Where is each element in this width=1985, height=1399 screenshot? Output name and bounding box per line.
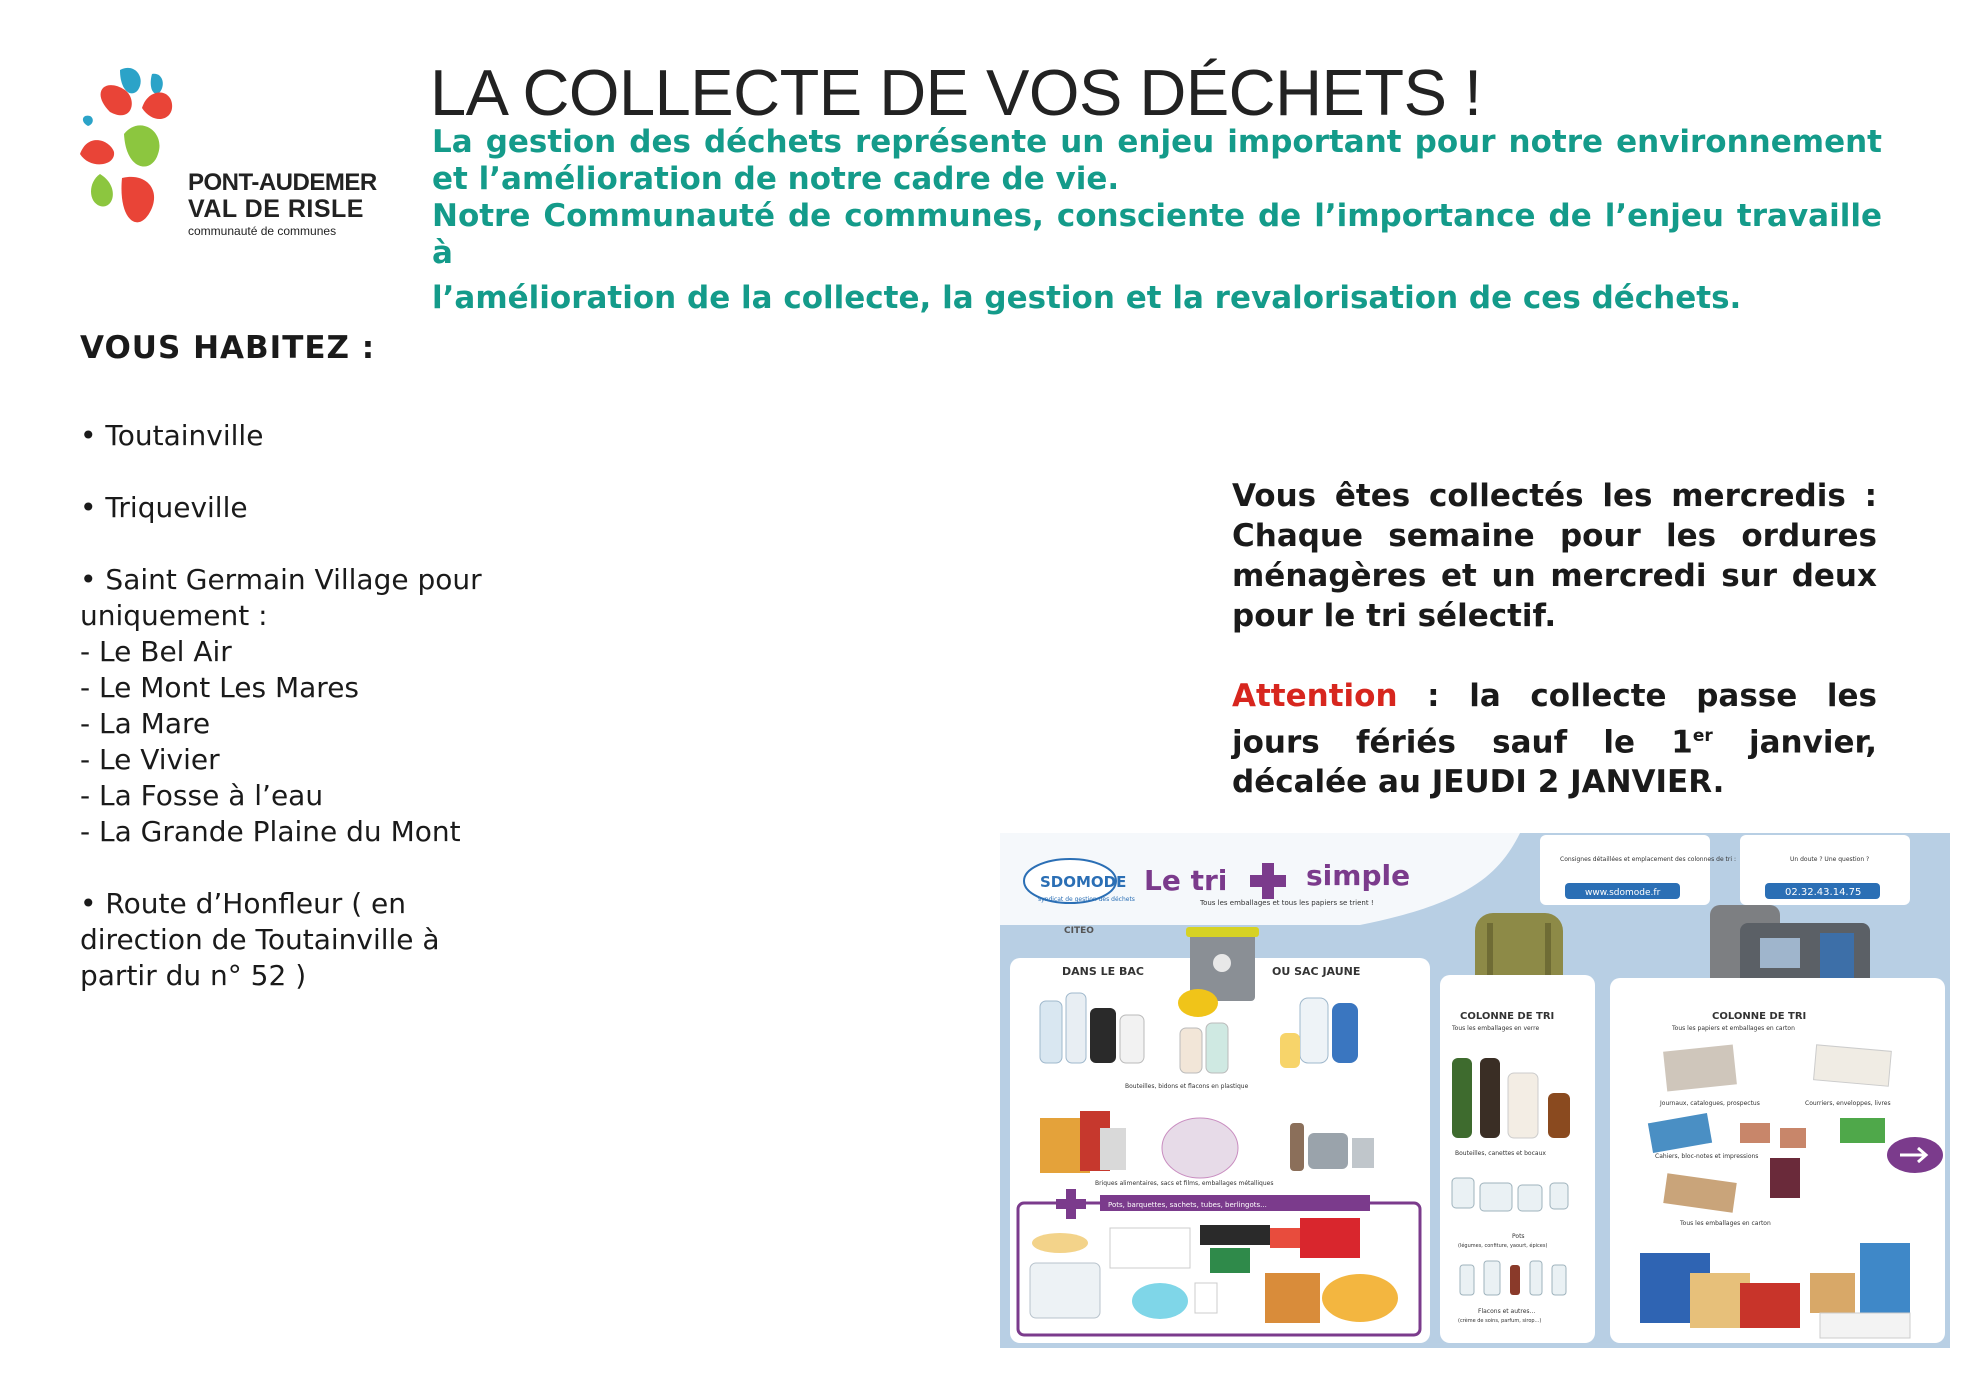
poster-verre-caption-2b: (légumes, confiture, yaourt, épices) (1458, 1243, 1548, 1249)
attention-sup: er (1692, 726, 1713, 746)
sub-place-item: - Le Vivier (80, 743, 220, 776)
poster-papier-caption-1: Journaux, catalogues, prospectus (1660, 1100, 1760, 1107)
poster-phone: 02.32.43.14.75 (1785, 887, 1862, 898)
poster-papier-caption-4: Tous les emballages en carton (1680, 1220, 1771, 1227)
purple-arrow-icon (1887, 1137, 1943, 1173)
attention-text (1232, 676, 1877, 802)
residence-heading: VOUS HABITEZ : (80, 330, 376, 366)
place-item: • Triqueville (80, 491, 248, 524)
poster-papier-caption-3: Cahiers, bloc-notes et impressions (1655, 1153, 1759, 1160)
logo-line-2: VAL DE RISLE (188, 195, 364, 223)
sub-place-item: - Le Mont Les Mares (80, 671, 360, 704)
sorting-poster (1000, 833, 1950, 1348)
poster-brand-sub: syndicat de gestion des déchets (1038, 896, 1135, 903)
poster-sac-label: OU SAC JAUNE (1272, 965, 1361, 978)
page-title: LA COLLECTE DE VOS DÉCHETS ! (430, 56, 1482, 129)
poster-verre-caption-1: Bouteilles, canettes et bocaux (1455, 1150, 1546, 1157)
intro-text (432, 124, 1882, 317)
intro-paragraph-1: La gestion des déchets représente un enjeu important pour notre environnement et l’amélioration de notre cadre de vie. (432, 124, 1882, 197)
poster-papier-sub: Tous les papiers et emballages en carton (1672, 1025, 1795, 1032)
poster-papier-title: COLONNE DE TRI (1712, 1011, 1807, 1022)
place-item: • Saint Germain Village pour uniquement : (80, 563, 482, 632)
poster-consignes: Consignes détaillées et emplacement des colonnes de tri : (1560, 856, 1736, 863)
poster-plus-caption: Pots, barquettes, sachets, tubes, berlingots... (1108, 1201, 1267, 1209)
poster-papier-caption-2: Courriers, enveloppes, livres (1805, 1100, 1891, 1107)
intro-paragraph-2 (432, 198, 1882, 317)
logo (80, 62, 380, 247)
sub-place-item: - La Grande Plaine du Mont (80, 815, 461, 848)
schedule-text: Vous êtes collectés les mercredis : Chaque semaine pour les ordures ménagères et un mercredi sur deux pour le tri sélectif. (1232, 478, 1877, 634)
citeo-logo: CITEO (1064, 926, 1094, 936)
spacer (80, 850, 510, 886)
attention-label: Attention (1232, 678, 1398, 714)
place-item: • Toutainville (80, 419, 264, 452)
sub-place-item: - La Mare (80, 707, 211, 740)
logo-line-1: PONT-AUDEMER (188, 169, 377, 196)
poster-question: Un doute ? Une question ? (1790, 856, 1870, 863)
poster-headline-b: simple (1306, 859, 1411, 892)
poster-tagline: Tous les emballages et tous les papiers se trient ! (1200, 899, 1374, 907)
sorting-poster-graphic (1000, 833, 1950, 1348)
intro-paragraph-2b: l’amélioration de la collecte, la gestion et la revalorisation de ces déchets. (432, 280, 1742, 316)
poster-brand: SDOMODE (1040, 873, 1127, 891)
intro-paragraph-2a: Notre Communauté de communes, consciente de l’importance de l’enjeu travaille à (432, 198, 1882, 271)
poster-verre-caption-3b: (crème de soins, parfum, sirop...) (1458, 1318, 1542, 1324)
places-list (80, 418, 510, 994)
poster-bac-caption-2: Briques alimentaires, sacs et films, emballages métalliques (1095, 1180, 1274, 1187)
attention-part-b: janvier, décalée au JEUDI 2 JANVIER. (1232, 724, 1877, 801)
attention-part-a: : la collecte passe les jours fériés sauf le 1 (1232, 678, 1877, 761)
schedule-info (1232, 476, 1877, 802)
poster-verre-caption-3: Flacons et autres... (1478, 1308, 1536, 1315)
sub-place-item: - Le Bel Air (80, 635, 232, 668)
poster-website: www.sdomode.fr (1585, 888, 1661, 898)
sub-place-item: - La Fosse à l’eau (80, 779, 324, 812)
poster-bac-caption-1: Bouteilles, bidons et flacons en plastique (1125, 1083, 1249, 1090)
logo-petals-icon (80, 62, 190, 247)
poster-verre-sub: Tous les emballages en verre (1452, 1025, 1540, 1032)
spacer (80, 454, 510, 490)
place-item: • Route d’Honfleur ( en direction de Toutainville à partir du n° 52 ) (80, 887, 440, 992)
poster-verre-caption-2: Pots (1512, 1233, 1525, 1240)
logo-line-3: communauté de communes (188, 224, 337, 238)
poster-verre-title: COLONNE DE TRI (1460, 1011, 1555, 1022)
poster-bac-label: DANS LE BAC (1062, 965, 1144, 978)
spacer (80, 526, 510, 562)
poster-headline-a: Le tri (1144, 864, 1228, 897)
